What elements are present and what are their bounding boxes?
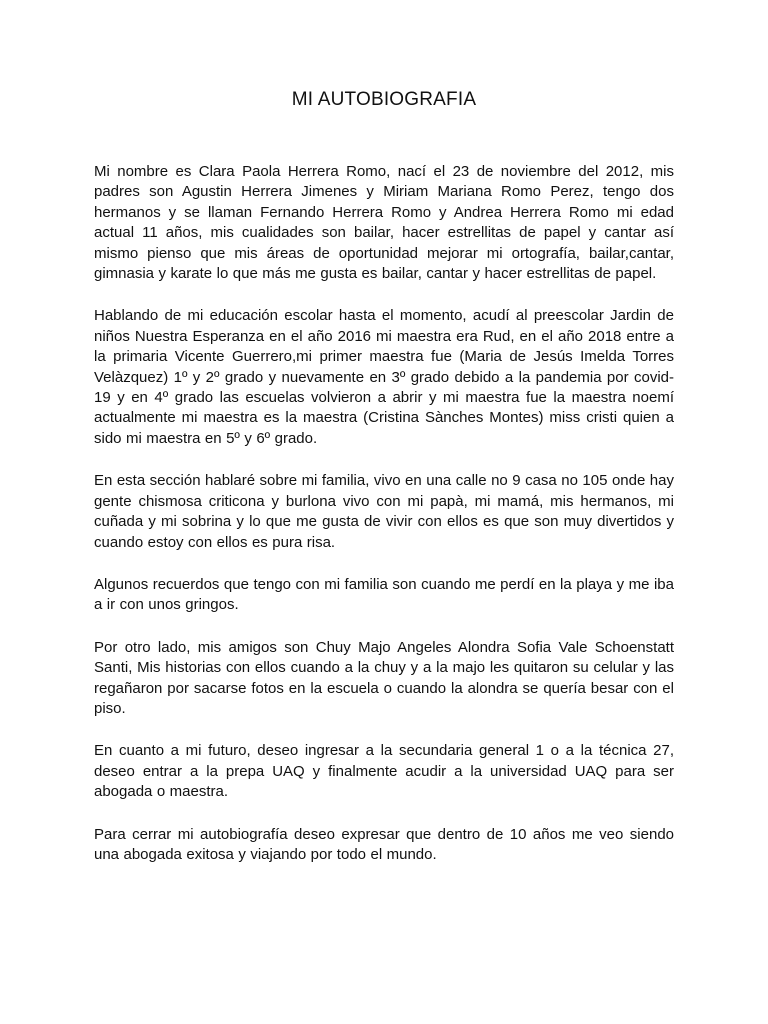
document-body — [94, 162, 674, 887]
document-title: MI AUTOBIOGRAFIA — [291, 89, 477, 110]
paragraph-future: En cuanto a mi futuro, deseo ingresar a la secundaria general 1 o a la técnica 27, deseo entrar a la prepa UAQ y finalmente acudir a la universidad UAQ para ser abogada o maestra. — [94, 742, 674, 801]
paragraph-family: En esta sección hablaré sobre mi familia, vivo en una calle no 9 casa no 105 onde hay gente chismosa criticona y burlona vivo con mi papà, mi mamá, mis hermanos, mi cuñada y mi sobrina y lo que me gusta de vivir con ellos es que son muy divertidos y cuando estoy con ellos es pura risa. — [94, 472, 674, 551]
paragraph-education: Hablando de mi educación escolar hasta el momento, acudí al preescolar Jardin de niños Nuestra Esperanza en el año 2016 mi maestra era Rud, en el año 2018 entre a la primaria Vicente Guerrero,mi primer maestra fue (Maria de Jesús Imelda Torres Velàzquez) 1º y 2º grado y nuevamente en 3º grado debido a la pandemia por covid-19 y en 4º grado las escuelas volvieron a abrir y mi maestra fue la maestra noemí actualmente mi maestra es la maestra (Cristina Sànches Montes) miss cristi quien a sido mi maestra en 5º y 6º grado. — [94, 307, 674, 447]
paragraph-memories: Algunos recuerdos que tengo con mi familia son cuando me perdí en la playa y me iba a ir con unos gringos. — [94, 575, 674, 614]
paragraph-friends: Por otro lado, mis amigos son Chuy Majo Angeles Alondra Sofia Vale Schoenstatt Santi, Mis historias con ellos cuando a la chuy y a la majo les quitaron su celular y las regañaron por sacarse fotos en la escuela o cuando la alondra se quería besar con el piso. — [94, 638, 674, 717]
paragraph-intro: Mi nombre es Clara Paola Herrera Romo, nací el 23 de noviembre del 2012, mis padres son Agustin Herrera Jimenes y Miriam Mariana Romo Perez, tengo dos hermanos y se llaman Fernando Herrera Romo y Andrea Herrera Romo mi edad actual 11 años, mis cualidades son bailar, hacer estrellitas de papel y cantar así mismo pienso que mis áreas de oportunidad mejorar mi ortografía, bailar,cantar, gimnasia y karate lo que más me gusta es bailar, cantar y hacer estrellitas de papel. — [94, 163, 674, 283]
paragraph-closing: Para cerrar mi autobiografía deseo expresar que dentro de 10 años me veo siendo una abogada exitosa y viajando por todo el mundo. — [94, 825, 674, 863]
